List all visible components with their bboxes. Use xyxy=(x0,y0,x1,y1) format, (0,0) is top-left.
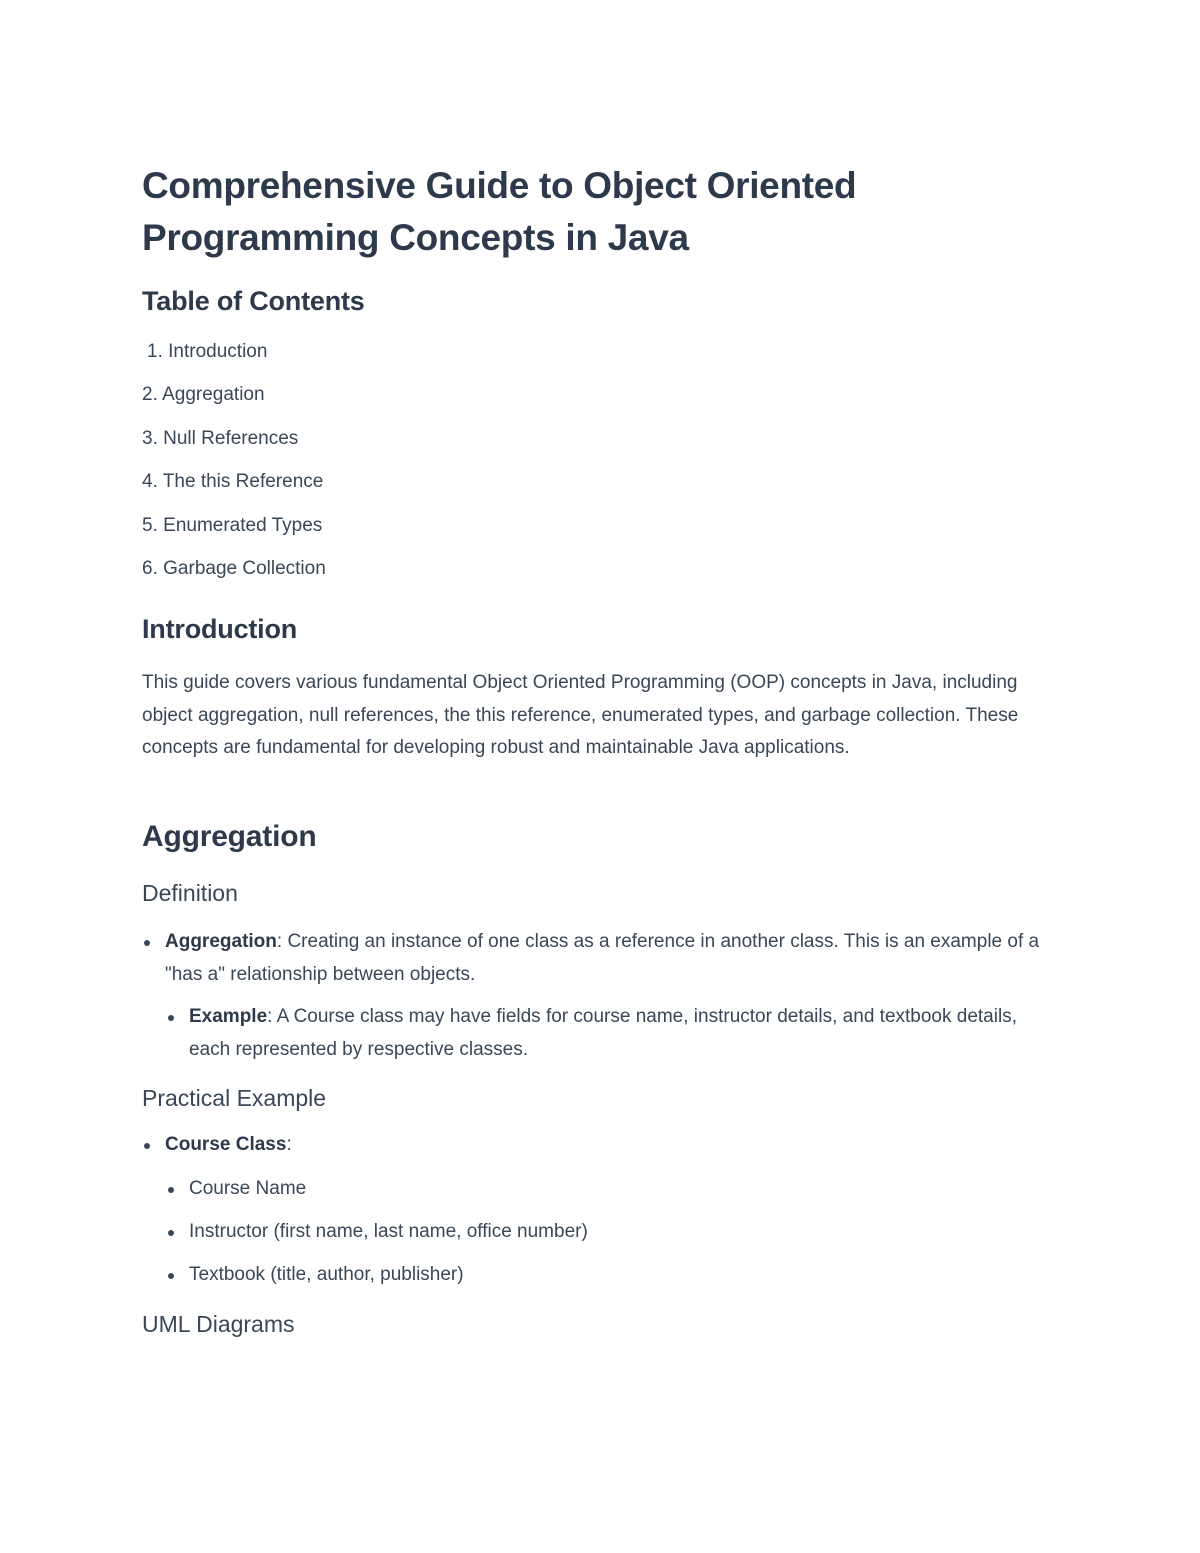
toc-item-label: Null References xyxy=(163,427,299,449)
aggregation-definition-bullet xyxy=(165,926,1055,991)
toc-item-number: 4. xyxy=(142,471,158,493)
aggregation-heading: Aggregation xyxy=(142,820,317,853)
definition-heading: Definition xyxy=(142,880,238,906)
aggregation-example-text: : A Course class may have fields for course name, instructor details, and textbook details, each represented by respective classes. xyxy=(189,1006,1017,1060)
toc-item-number: 5. xyxy=(142,514,158,536)
course-field-item: Course Name xyxy=(189,1173,1049,1206)
toc-item-number: 1. xyxy=(147,341,163,362)
introduction-paragraph: This guide covers various fundamental Object Oriented Programming (OOP) concepts in Java, including object aggregation, null references, the this reference, enumerated types, and garbage collection. These concepts are fundamental for developing robust and maintainable Java applications. xyxy=(142,672,1019,758)
toc-item-this-reference xyxy=(142,470,326,494)
toc-item-enumerated-types xyxy=(142,514,326,538)
toc-item-label: Aggregation xyxy=(162,384,265,406)
toc-item-aggregation xyxy=(142,383,326,407)
toc-list xyxy=(142,340,326,600)
aggregation-example-bullet xyxy=(189,1001,1049,1066)
toc-item-number: 6. xyxy=(142,557,158,579)
course-field-item: Instructor (first name, last name, office number) xyxy=(189,1216,1049,1249)
toc-item-null-references xyxy=(142,427,326,451)
practical-example-heading: Practical Example xyxy=(142,1085,327,1111)
document-title: Comprehensive Guide to Object Oriented Programming Concepts in Java xyxy=(142,165,857,258)
course-class-term: Course Class xyxy=(165,1134,287,1155)
example-term: Example xyxy=(189,1006,268,1027)
introduction-heading: Introduction xyxy=(142,614,298,644)
toc-heading: Table of Contents xyxy=(142,286,365,316)
toc-item-number: 2. xyxy=(142,384,158,406)
course-class-suffix: : xyxy=(286,1134,292,1155)
toc-item-label: Enumerated Types xyxy=(163,514,323,536)
toc-item-garbage-collection xyxy=(142,557,326,581)
toc-item-number: 3. xyxy=(142,427,158,449)
course-class-bullet xyxy=(165,1129,1055,1162)
aggregation-definition-text: : Creating an instance of one class as a reference in another class. This is an example of a "has a" relationship between objects. xyxy=(165,931,1040,985)
toc-item-label: The this Reference xyxy=(162,471,324,493)
uml-diagrams-heading: UML Diagrams xyxy=(142,1311,295,1337)
toc-item-label: Introduction xyxy=(168,341,268,362)
aggregation-term: Aggregation xyxy=(165,931,277,952)
course-field-item: Textbook (title, author, publisher) xyxy=(189,1259,1049,1292)
toc-item-introduction xyxy=(142,340,326,364)
toc-item-label: Garbage Collection xyxy=(163,557,326,579)
